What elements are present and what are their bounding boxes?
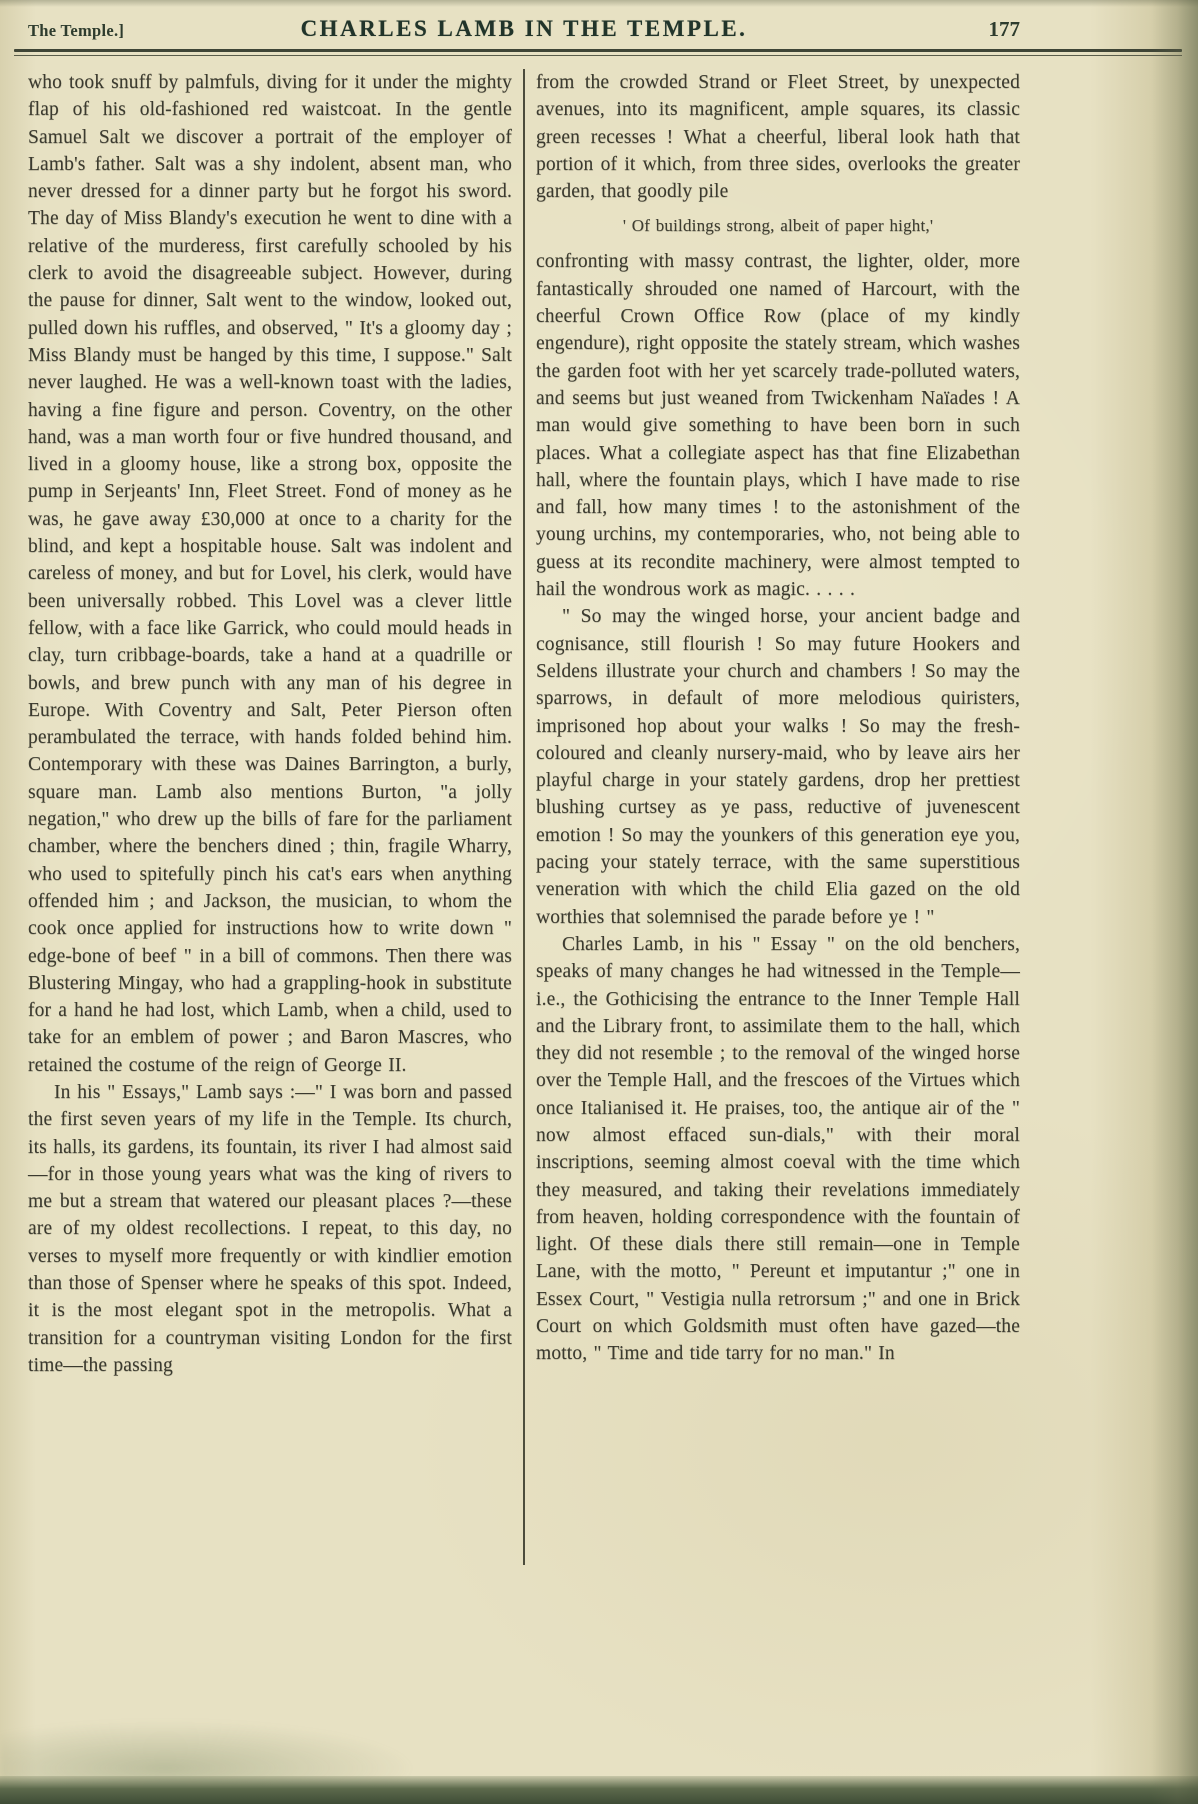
- scan-right-edge: [1152, 0, 1198, 1804]
- scan-top-edge: [0, 0, 1198, 7]
- paragraph: In his " Essays," Lamb says :—" I was born and passed the first seven years of my life in the Temple. Its church, its halls, its gardens, its fountain, its river I had almost said—for in those young years what was the king of rivers to me but a stream that watered our pleasant places ?—these are of my oldest recollections. I repeat, to this day, no verses to myself more frequently or with kindlier emotion than those of Spenser where he speaks of this spot. Indeed, it is the most elegant spot in the metropolis. What a transition for a countryman visiting London for the first time—the passing: [28, 1081, 512, 1376]
- verse-quote: ' Of buildings strong, albeit of paper hight,': [622, 216, 934, 236]
- text-columns: [28, 69, 1020, 1565]
- page-number: 177: [988, 17, 1020, 41]
- right-column: [536, 69, 1020, 1368]
- paragraph: from the crowded Strand or Fleet Street, by unexpected avenues, into its magnificent, ample squares, its classic green recesses ! What a cheerful, liberal look hath that portion of it which, from three sides, overlooks the greater garden, that goodly pile: [536, 72, 1020, 203]
- column-divider: [523, 69, 525, 1565]
- running-title-left: The Temple.]: [28, 21, 125, 40]
- scan-bottom-edge: [0, 1776, 1198, 1804]
- paragraph: " So may the winged horse, your ancient badge and cognisance, still flourish ! So may future Hookers and Seldens illustrate your church and chambers ! So may the sparrows, in default of more melodious quiristers, imprisoned hop about your walks ! So may the fresh-coloured and cleanly nursery-maid, who by leave airs her playful charge in your stately gardens, drop her prettiest blushing curtsey as ye pass, reductive of juvenescent emotion ! So may the younkers of this generation eye you, pacing your stately terrace, with the same superstitious veneration with which the child Elia gazed on the old worthies that solemnised the parade before ye ! ": [536, 606, 1020, 928]
- paragraph: Charles Lamb, in his " Essay " on the old benchers, speaks of many changes he had witnessed in the Temple—i.e., the Gothicising the entrance to the Inner Temple Hall and the Library front, to assimilate them to the hall, which they did not resemble ; to the removal of the winged horse over the Temple Hall, and the frescoes of the Virtues which once Italianised it. He praises, too, the antique air of the " now almost effaced sun-dials," with their moral inscriptions, seeming almost coeval with the time which they measured, and taking their revelations immediately from heaven, holding correspondence with the fountain of light. Of these dials there still remain—one in Temple Lane, with the motto, " Pereunt et imputantur ;" one in Essex Court, " Vestigia nulla retrorsum ;" and one in Brick Court on which Goldsmith must often have gazed—the motto, " Time and tide tarry for no man." In: [536, 933, 1020, 1365]
- page-header: [28, 16, 1020, 42]
- scan-smear-artifact: [0, 1696, 551, 1786]
- paragraph: who took snuff by palmfuls, diving for it under the mighty flap of his old-fashioned red waistcoat. In the gentle Samuel Salt we discover a portrait of the employer of Lamb's father. Salt was a shy indolent, absent man, who never dressed for a dinner party but he forgot his sword. The day of Miss Blandy's execution he went to dine with a relative of the murderess, first carefully schooled by his clerk to avoid the disagreeable subject. However, during the pause for dinner, Salt went to the window, looked out, pulled down his ruffles, and observed, " It's a gloomy day ; Miss Blandy must be hanged by this time, I suppose." Salt never laughed. He was a well-known toast with the ladies, having a fine figure and person. Coventry, on the other hand, was a man worth four or five hundred thousand, and lived in a gloomy house, like a strong box, opposite the pump in Serjeants' Inn, Fleet Street. Fond of money as he was, he gave away £30,000 at once to a charity for the blind, and kept a hospitable house. Salt was indolent and careless of money, and but for Lovel, his clerk, would have been universally robbed. This Lovel was a clever little fellow, with a face like Garrick, who could mould heads in clay, turn cribbage-boards, take a hand at a quadrille or bowls, and brew punch with any man of his degree in Europe. With Coventry and Salt, Peter Pierson often perambulated the terrace, with hands folded behind him. Contemporary with these was Daines Barrington, a burly, square man. Lamb also mentions Burton, "a jolly negation," who drew up the bills of fare for the parliament chamber, where the benchers dined ; thin, fragile Wharry, who used to spitefully pinch his cat's ears when anything offended him ; and Jackson, the musician, to whom the cook once applied for instructions how to write down " edge-bone of beef " in a bill of commons. Then there was Blustering Mingay, who had a grappling-hook in substitute for a hand he had lost, which Lamb, when a child, used to take for an emblem of power ; and Baron Mascres, who retained the costume of the reign of George II.: [28, 72, 512, 1076]
- header-rule-thin: [14, 55, 1182, 56]
- paragraph: confronting with massy contrast, the lighter, older, more fantastically shrouded one named of Harcourt, with the cheerful Crown Office Row (place of my kindly engendure), right opposite the stately stream, which washes the garden foot with her yet scarcely trade-polluted waters, and seems but just weaned from Twickenham Naïades ! A man would give something to have been born in such places. What a collegiate aspect has that fine Elizabethan hall, where the fountain plays, which I have made to rise and fall, how many times ! to the astonishment of the young urchins, my contemporaries, who, not being able to guess at its recondite machinery, were almost tempted to hail the wondrous work as magic. . . . .: [536, 251, 1020, 601]
- page-title: CHARLES LAMB IN THE TEMPLE.: [300, 16, 748, 41]
- header-rule-thick: [14, 49, 1182, 52]
- left-column: [28, 69, 512, 1379]
